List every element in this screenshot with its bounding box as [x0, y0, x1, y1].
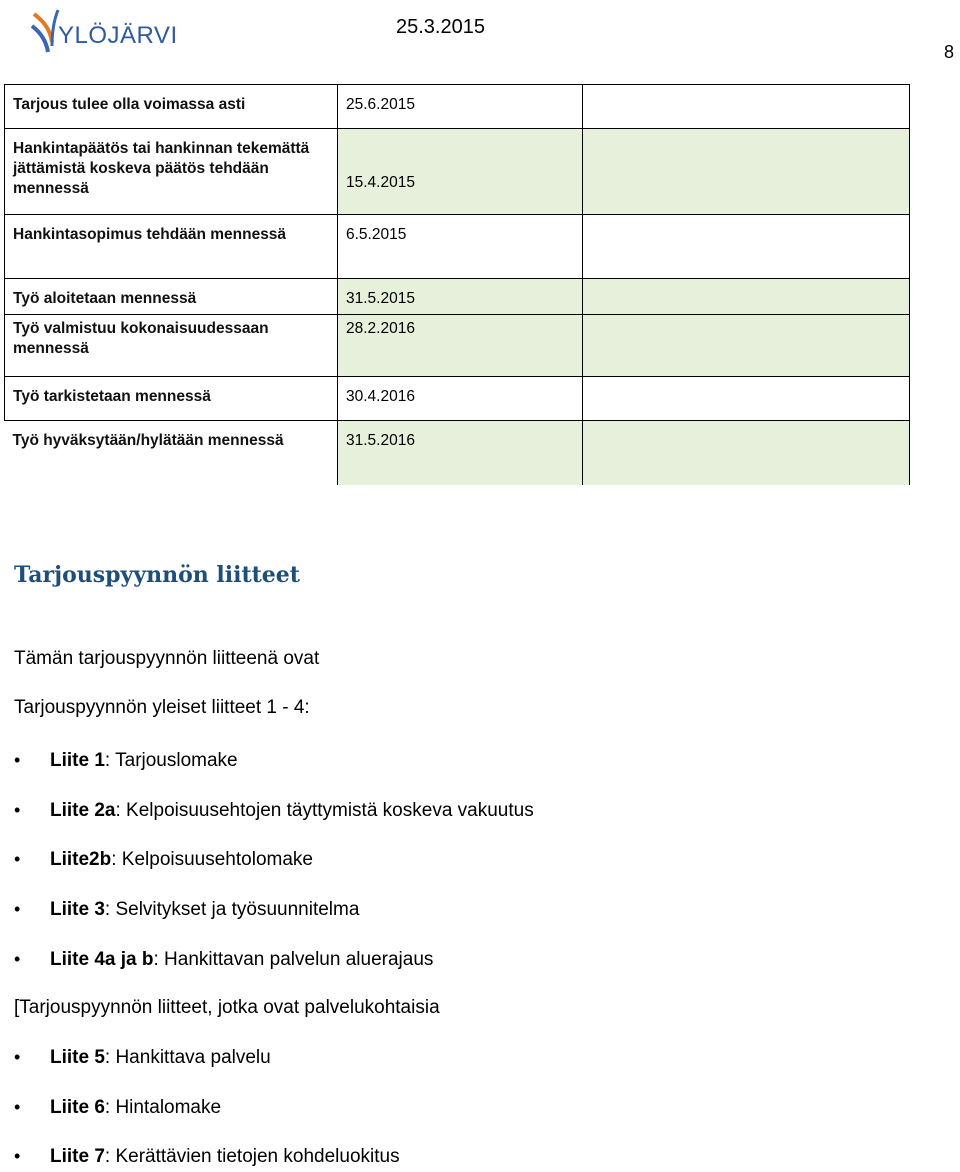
attachment-text: : Selvitykset ja työsuunnitelma [104, 899, 360, 920]
bullet-icon: • [14, 1097, 21, 1117]
schedule-label: Tarjous tulee olla voimassa asti [5, 85, 338, 129]
table-row [5, 215, 910, 279]
schedule-date: 31.5.2015 [338, 279, 583, 315]
attachment-label: Liite2b [50, 849, 112, 870]
logo-text: YLÖJÄRVI [58, 22, 178, 49]
section-title: Tarjouspyynnön liitteet [14, 562, 300, 588]
schedule-empty-cell [583, 215, 910, 279]
bullet-icon: • [14, 1146, 21, 1166]
schedule-date: 15.4.2015 [338, 129, 583, 215]
schedule-label: Työ aloitetaan mennessä [5, 279, 338, 315]
attachment-label: Liite 1 [50, 750, 105, 771]
schedule-table [4, 84, 910, 485]
schedule-empty-cell [583, 315, 910, 377]
schedule-label: Työ hyväksytään/hylätään mennessä [5, 421, 338, 485]
attachment-label: Liite 3 [50, 899, 105, 920]
bullet-icon: • [14, 1047, 21, 1067]
header-date: 25.3.2015 [396, 16, 485, 38]
schedule-date: 25.6.2015 [338, 85, 583, 129]
table-row [5, 85, 910, 129]
intro-text: Tämän tarjouspyynnön liitteenä ovat [14, 648, 320, 669]
attachment-text: : Hankittavan palvelun aluerajaus [153, 949, 434, 970]
schedule-label: Hankintapäätös tai hankinnan tekemättä jättämistä koskeva päätös tehdään mennessä [5, 129, 338, 215]
bullet-icon: • [14, 849, 21, 869]
attachment-text: : Kerättävien tietojen kohdeluokitus [104, 1146, 400, 1167]
table-row [5, 129, 910, 215]
table-row [5, 421, 910, 485]
attachment-text: : Tarjouslomake [104, 750, 238, 771]
table-row [5, 377, 910, 421]
schedule-label: Työ tarkistetaan mennessä [5, 377, 338, 421]
schedule-date: 30.4.2016 [338, 377, 583, 421]
general-heading: Tarjouspyynnön yleiset liitteet 1 - 4: [14, 697, 310, 718]
schedule-label: Työ valmistuu kokonaisuudessaan mennessä [5, 315, 338, 377]
schedule-empty-cell [583, 129, 910, 215]
attachment-text: : Kelpoisuusehtolomake [111, 849, 313, 870]
attachment-label: Liite 4a ja b [50, 949, 154, 970]
attachment-label: Liite 6 [50, 1097, 105, 1118]
bullet-icon: • [14, 750, 21, 770]
schedule-label: Hankintasopimus tehdään mennessä [5, 215, 338, 279]
schedule-empty-cell [583, 377, 910, 421]
attachment-label: Liite 7 [50, 1146, 105, 1167]
attachment-label: Liite 5 [50, 1047, 105, 1068]
page-number: 8 [944, 42, 955, 62]
bullet-icon: • [14, 800, 21, 820]
schedule-date: 28.2.2016 [338, 315, 583, 377]
service-heading: [Tarjouspyynnön liitteet, jotka ovat palvelukohtaisia [14, 997, 440, 1018]
schedule-empty-cell [583, 85, 910, 129]
attachment-label: Liite 2a [50, 800, 116, 821]
bullet-icon: • [14, 949, 21, 969]
schedule-empty-cell [583, 421, 910, 485]
schedule-date: 31.5.2016 [338, 421, 583, 485]
schedule-date: 6.5.2015 [338, 215, 583, 279]
bullet-icon: • [14, 899, 21, 919]
schedule-empty-cell [583, 279, 910, 315]
table-row [5, 315, 910, 377]
attachment-text: : Kelpoisuusehtojen täyttymistä koskeva vakuutus [115, 800, 534, 821]
table-row [5, 279, 910, 315]
attachment-text: : Hintalomake [104, 1097, 222, 1118]
attachment-text: : Hankittava palvelu [104, 1047, 271, 1068]
